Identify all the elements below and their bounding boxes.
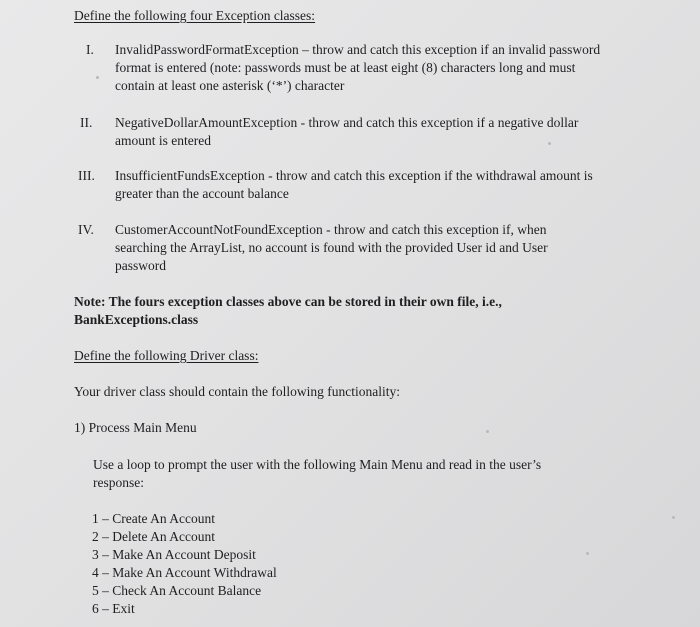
exception-3-line-2: greater than the account balance bbox=[115, 186, 289, 201]
exception-numeral-1: I. bbox=[86, 42, 94, 57]
step-1-label: 1) Process Main Menu bbox=[74, 420, 197, 435]
exception-item-2 bbox=[115, 114, 615, 150]
note-line-2: BankExceptions.class bbox=[74, 312, 199, 327]
exception-3-line-1: InsufficientFundsException - throw and catch this exception if the withdrawal amount is bbox=[115, 168, 593, 183]
step-1-description bbox=[93, 456, 541, 492]
menu-item-1: 1 – Create An Account bbox=[92, 511, 215, 526]
exception-2-line-1: NegativeDollarAmountException - throw and catch this exception if a negative dollar bbox=[115, 115, 579, 130]
exception-4-line-1: CustomerAccountNotFoundException - throw and catch this exception if, when bbox=[115, 222, 547, 237]
note-line-1: Note: The fours exception classes above can be stored in their own file, i.e., bbox=[74, 294, 502, 309]
paper-speck bbox=[486, 430, 489, 433]
paper-speck bbox=[586, 552, 589, 555]
exception-item-3 bbox=[115, 167, 615, 203]
step-1-desc-line-1: Use a loop to prompt the user with the following Main Menu and read in the user’s bbox=[93, 457, 542, 472]
paper-speck bbox=[672, 516, 675, 519]
driver-heading: Define the following Driver class: bbox=[74, 348, 259, 363]
exception-1-line-2: format is entered (note: passwords must be at least eight (8) characters long and must bbox=[115, 60, 576, 75]
menu-item-2: 2 – Delete An Account bbox=[92, 529, 215, 544]
driver-intro: Your driver class should contain the following functionality: bbox=[74, 384, 400, 399]
exception-item-4 bbox=[115, 221, 615, 275]
step-1-desc-line-2: response: bbox=[93, 475, 144, 490]
exception-numeral-2: II. bbox=[80, 115, 93, 130]
exception-1-line-1: InvalidPasswordFormatException – throw and catch this exception if an invalid password bbox=[115, 42, 601, 57]
exception-1-line-3: contain at least one asterisk (‘*’) character bbox=[115, 78, 345, 93]
note-block bbox=[74, 293, 502, 329]
main-menu-list bbox=[92, 510, 277, 618]
menu-item-5: 5 – Check An Account Balance bbox=[92, 583, 262, 598]
exception-item-1 bbox=[115, 41, 615, 95]
exception-4-line-3: password bbox=[115, 258, 166, 273]
exception-2-line-2: amount is entered bbox=[115, 133, 211, 148]
paper-speck bbox=[548, 142, 551, 145]
exception-numeral-4: IV. bbox=[78, 222, 94, 237]
exceptions-heading: Define the following four Exception classes: bbox=[74, 8, 316, 23]
exception-numeral-3: III. bbox=[78, 168, 95, 183]
menu-item-3: 3 – Make An Account Deposit bbox=[92, 547, 256, 562]
exception-4-line-2: searching the ArrayList, no account is found with the provided User id and User bbox=[115, 240, 548, 255]
paper-speck bbox=[96, 76, 99, 79]
menu-item-4: 4 – Make An Account Withdrawal bbox=[92, 565, 277, 580]
menu-item-6: 6 – Exit bbox=[92, 601, 135, 616]
